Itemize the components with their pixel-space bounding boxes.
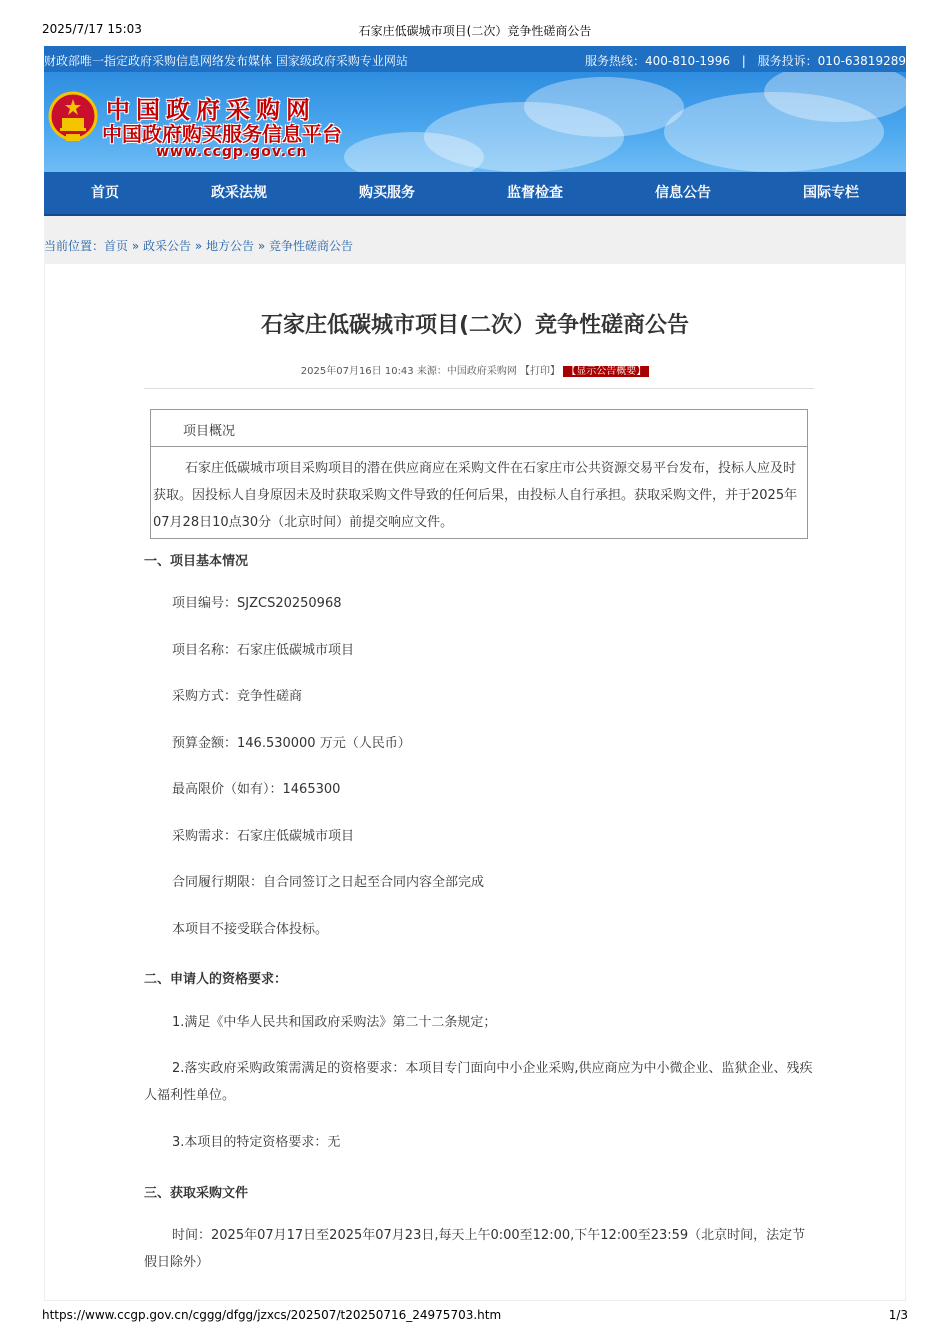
site-banner — [44, 72, 906, 172]
nav-item-supervision[interactable]: 监督检查 — [507, 185, 563, 201]
qualification-3: 3.本项目的特定资格要求：无 — [172, 1135, 341, 1150]
breadcrumb-label: 当前位置： — [44, 239, 105, 253]
title-divider — [144, 388, 814, 389]
section-heading-qualifications: 二、申请人的资格要求： — [144, 972, 288, 987]
complaint-text: 服务投诉：010-63819289 — [757, 54, 906, 68]
article-meta — [44, 362, 906, 377]
overview-heading: 项目概况 — [183, 424, 236, 439]
top-info-bar — [44, 46, 906, 72]
overview-header — [151, 410, 807, 447]
logo-subtitle: 中国政府购买服务信息平台 — [102, 122, 342, 146]
nav-item-home[interactable]: 首页 — [91, 185, 119, 201]
consortium-note: 本项目不接受联合体投标。 — [172, 922, 329, 937]
breadcrumb-current[interactable]: 竞争性磋商公告 — [269, 239, 354, 253]
print-title: 石家庄低碳城市项目(二次）竞争性磋商公告 — [358, 24, 592, 38]
budget-amount: 预算金额：146.530000 万元（人民币） — [172, 736, 411, 751]
national-emblem-icon — [48, 90, 98, 144]
max-price: 最高限价（如有）：1465300 — [172, 782, 341, 797]
service-contacts — [585, 52, 906, 69]
breadcrumb-sep: » — [128, 239, 144, 253]
show-summary-button[interactable]: 【显示公告概要】 — [563, 366, 649, 377]
article-source: 来源：中国政府采购网 — [416, 366, 517, 377]
article-title: 石家庄低碳城市项目(二次）竞争性磋商公告 — [260, 313, 690, 338]
print-datetime: 2025/7/17 15:03 — [42, 22, 142, 36]
logo-url: www.ccgp.gov.cn — [156, 144, 308, 160]
page-number: 1/3 — [888, 1308, 908, 1322]
section-heading-obtain-documents: 三、获取采购文件 — [144, 1186, 249, 1201]
overview-body: 石家庄低碳城市项目采购项目的潜在供应商应在采购文件在石家庄市公共资源交易平台发布，投标人应及时获取。因投标人自身原因未及时获取采购文件导致的任何后果，由投标人自行承担。获取采购文件，并于2025年07月28日10点30分（北京时间）前提交响应文件。 — [153, 461, 798, 530]
site-slogan: 财政部唯一指定政府采购信息网络发布媒体 国家级政府采购专业网站 — [44, 54, 408, 68]
contract-term: 合同履行期限：自合同签订之日起至合同内容全部完成 — [172, 875, 485, 890]
main-nav — [44, 172, 906, 216]
nav-item-international[interactable]: 国际专栏 — [803, 185, 859, 201]
qualification-2: 2.落实政府采购政策需满足的资格要求：本项目专门面向中小企业采购,供应商应为中小微企业、监狱企业、残疾人福利性单位。 — [144, 1061, 813, 1103]
publish-date: 2025年07月16日 10:43 — [300, 366, 414, 377]
breadcrumb-sep: » — [191, 239, 207, 253]
project-code: 项目编号：SJZCS20250968 — [172, 596, 342, 611]
project-overview-box — [150, 409, 808, 539]
print-header — [0, 22, 950, 42]
breadcrumb-local-announcements[interactable]: 地方公告 — [206, 239, 255, 253]
nav-item-purchase-services[interactable]: 购买服务 — [359, 185, 415, 201]
project-name: 项目名称：石家庄低碳城市项目 — [172, 643, 355, 658]
print-link[interactable]: 【打印】 — [520, 366, 561, 377]
breadcrumb-bar — [44, 216, 906, 264]
nav-item-announcements[interactable]: 信息公告 — [655, 185, 711, 201]
breadcrumb-gov-announcements[interactable]: 政采公告 — [143, 239, 192, 253]
section-heading-basic-info: 一、项目基本情况 — [144, 554, 249, 569]
breadcrumb-sep: » — [254, 239, 270, 253]
hotline-text: 服务热线：400-810-1996 — [584, 54, 730, 68]
logo-title: 中国政府采购网 — [106, 96, 316, 124]
nav-item-regulations[interactable]: 政采法规 — [211, 185, 267, 201]
breadcrumb-home[interactable]: 首页 — [104, 239, 129, 253]
contact-separator: | — [741, 54, 746, 68]
procurement-need: 采购需求：石家庄低碳城市项目 — [172, 829, 355, 844]
breadcrumb — [44, 237, 353, 254]
procurement-method: 采购方式：竞争性磋商 — [172, 689, 303, 704]
page-url: https://www.ccgp.gov.cn/cggg/dfgg/jzxcs/202507/t20250716_24975703.htm — [42, 1308, 502, 1322]
qualification-1: 1.满足《中华人民共和国政府采购法》第二十二条规定； — [172, 1015, 497, 1030]
obtain-time: 时间：2025年07月17日至2025年07月23日,每天上午0:00至12:00,下午12:00至23:59（北京时间，法定节假日除外） — [144, 1228, 806, 1270]
